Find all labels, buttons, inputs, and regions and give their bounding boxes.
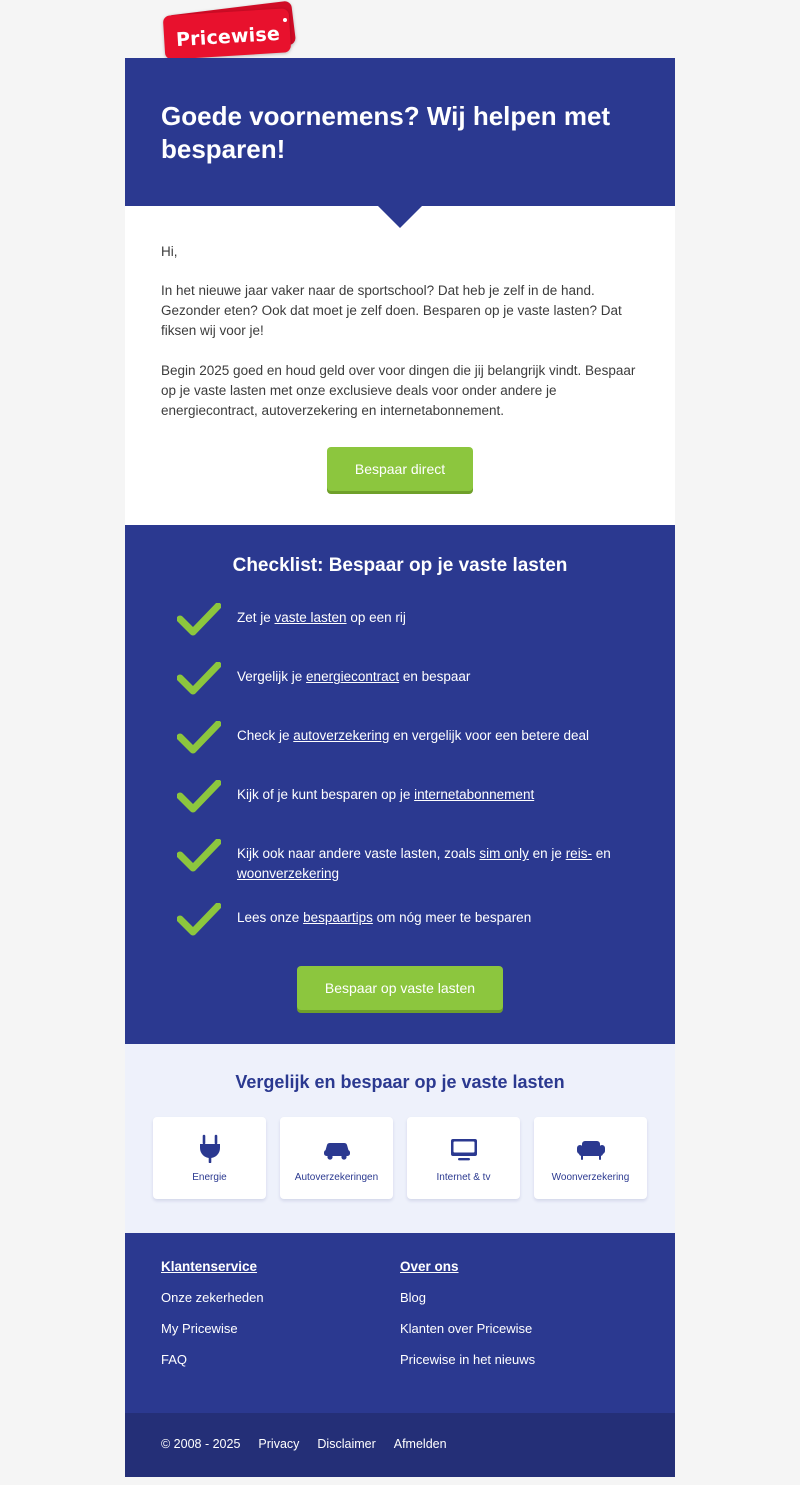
email-body — [125, 0, 675, 1485]
category-card-energie[interactable] — [153, 1117, 266, 1199]
category-label: Internet & tv — [436, 1172, 491, 1184]
check-icon — [177, 839, 221, 873]
footer-link[interactable]: Blog — [400, 1290, 427, 1306]
pricewise-logo[interactable] — [160, 2, 300, 58]
intro-section — [125, 206, 675, 526]
check-icon — [177, 603, 221, 637]
check-icon — [177, 780, 221, 814]
footer-links — [125, 1233, 675, 1413]
footer-column — [400, 1259, 639, 1383]
category-card-internet-tv[interactable] — [407, 1117, 520, 1199]
bottom-spacer — [125, 1477, 675, 1485]
checklist-item — [161, 901, 639, 942]
hero-title: Goede voornemens? Wij helpen met besparen! — [161, 101, 611, 164]
checklist-item-text: Kijk of je kunt besparen op je internetabonnement — [237, 787, 535, 803]
category-label: Energie — [192, 1172, 227, 1184]
logo-text: Pricewise — [175, 22, 281, 52]
checklist-link[interactable]: sim only — [479, 846, 529, 862]
greeting-text: Hi, — [161, 243, 178, 259]
check-icon — [177, 662, 221, 696]
checklist-link[interactable]: reis- — [565, 846, 592, 862]
footer-link[interactable]: FAQ — [161, 1352, 188, 1368]
checklist-item-text: Check je autoverzekering en vergelijk voor een betere deal — [237, 728, 589, 744]
checklist-link[interactable]: woonverzekering — [237, 865, 340, 881]
checklist-section — [125, 525, 675, 1044]
footer-bottom-link[interactable]: Disclaimer — [317, 1437, 376, 1452]
footer-bottom — [125, 1413, 675, 1477]
checklist-item-text: Kijk ook naar andere vaste lasten, zoals sim only en je reis- en woonverzekering — [237, 846, 611, 881]
checklist-item-text: Zet je vaste lasten op een rij — [237, 610, 406, 626]
footer-column-heading: Over ons — [400, 1259, 459, 1275]
checklist-item-text: Lees onze bespaartips om nóg meer te besparen — [237, 910, 532, 926]
check-icon — [177, 903, 221, 937]
intro-paragraph-1: In het nieuwe jaar vaker naar de sportschool? Dat heb je zelf in de hand. Gezonder eten? Ook dat moet je zelf doen. Besparen op je vaste lasten? Dat fiksen wij voor je! — [161, 283, 622, 339]
logo-area — [125, 0, 675, 58]
hero-arrow-icon — [378, 206, 422, 228]
hero-banner — [125, 58, 675, 206]
category-label: Woonverzekering — [551, 1172, 630, 1184]
footer-link[interactable]: Pricewise in het nieuws — [400, 1352, 536, 1368]
checklist-link[interactable]: internetabonnement — [414, 787, 535, 803]
checklist-rows — [161, 601, 639, 942]
checklist-link[interactable]: energiecontract — [306, 669, 400, 685]
check-icon — [161, 719, 237, 760]
monitor-icon — [448, 1133, 480, 1163]
footer-link[interactable]: My Pricewise — [161, 1321, 238, 1337]
car-icon — [321, 1133, 353, 1163]
category-card-autoverzekeringen[interactable] — [280, 1117, 393, 1199]
checklist-item — [161, 660, 639, 701]
copyright-text: © 2008 - 2025 — [161, 1437, 241, 1452]
check-icon — [177, 721, 221, 755]
check-icon — [161, 660, 237, 701]
checklist-item — [161, 778, 639, 819]
categories-title: Vergelijk en bespaar op je vaste lasten — [235, 1072, 565, 1093]
plug-icon — [195, 1133, 225, 1163]
check-icon — [161, 601, 237, 642]
intro-paragraph-2: Begin 2025 goed en houd geld over voor dingen die jij belangrijk vindt. Bespaar op je vaste lasten met onze exclusieve deals voor onder andere je energiecontract, autoverzekering en internetabonnement. — [161, 363, 636, 419]
checklist-item — [161, 719, 639, 760]
checklist-item-text: Vergelijk je energiecontract en bespaar — [237, 669, 471, 685]
bespaar-direct-button[interactable]: Bespaar direct — [327, 447, 473, 491]
checklist-item — [161, 837, 639, 883]
checklist-link[interactable]: vaste lasten — [274, 610, 347, 626]
bespaar-op-vaste-lasten-button[interactable]: Bespaar op vaste lasten — [297, 966, 503, 1010]
sofa-icon — [575, 1133, 607, 1163]
check-icon — [161, 901, 237, 942]
category-label: Autoverzekeringen — [294, 1172, 379, 1184]
footer-column-heading: Klantenservice — [161, 1259, 258, 1275]
check-icon — [161, 837, 237, 878]
footer-column — [161, 1259, 400, 1383]
footer-link[interactable]: Onze zekerheden — [161, 1290, 264, 1306]
intro-cta-wrap — [161, 447, 639, 491]
checklist-link[interactable]: bespaartips — [303, 910, 373, 926]
categories-section — [125, 1044, 675, 1233]
categories-grid — [145, 1117, 655, 1199]
category-card-woonverzekering[interactable] — [534, 1117, 647, 1199]
footer-link[interactable]: Klanten over Pricewise — [400, 1321, 533, 1337]
checklist-title: Checklist: Bespaar op je vaste lasten — [232, 555, 568, 577]
checklist-item — [161, 601, 639, 642]
checklist-link[interactable]: autoverzekering — [293, 728, 390, 744]
checklist-cta-wrap — [161, 966, 639, 1010]
footer-bottom-links — [258, 1437, 446, 1451]
footer-bottom-link[interactable]: Privacy — [258, 1437, 300, 1452]
check-icon — [161, 778, 237, 819]
footer-bottom-link[interactable]: Afmelden — [393, 1437, 447, 1452]
